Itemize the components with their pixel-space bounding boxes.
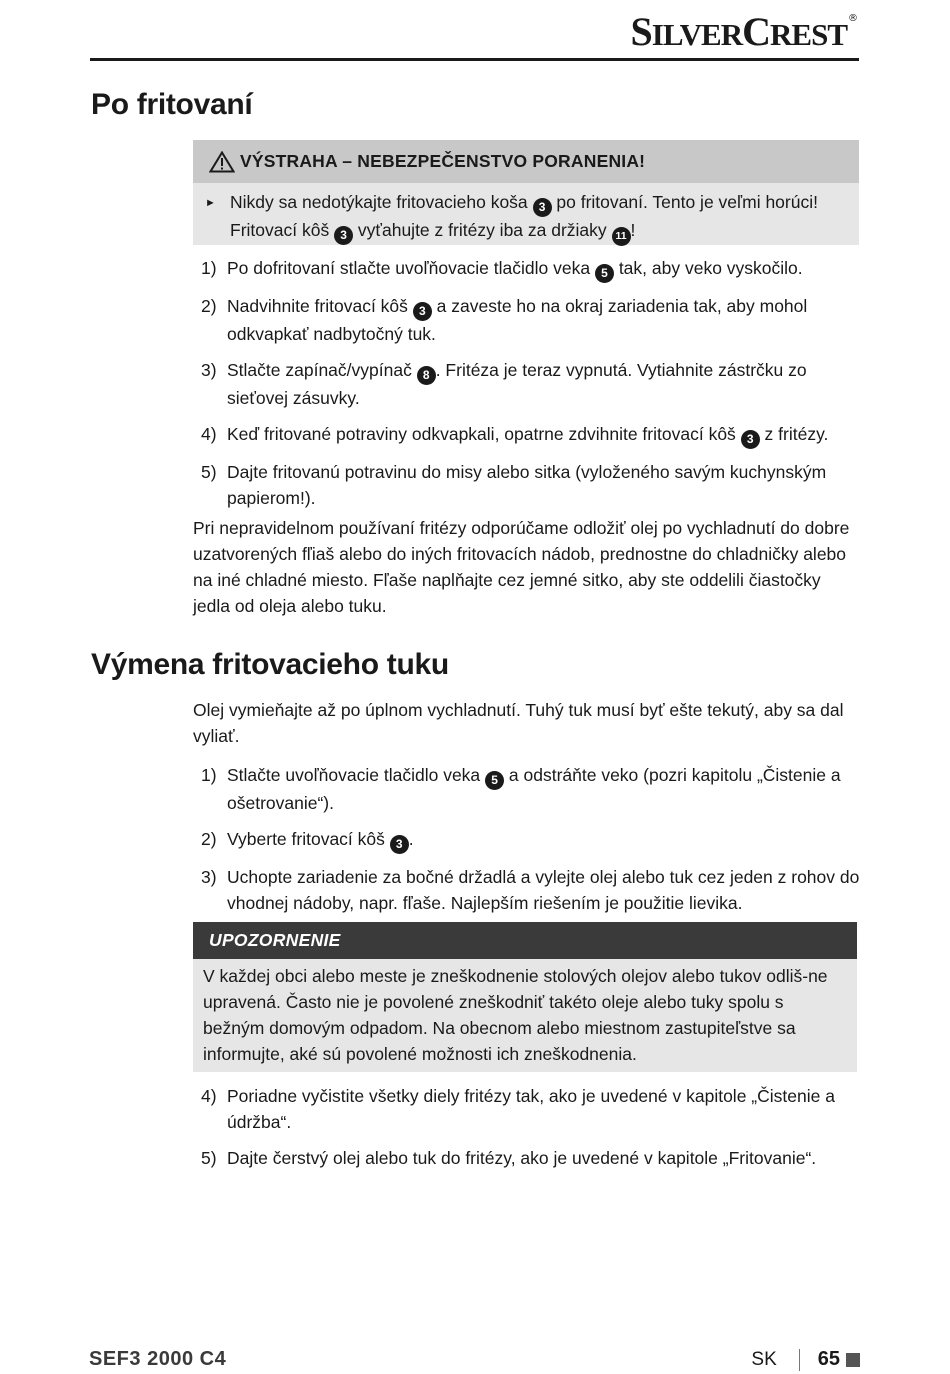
warning-box	[193, 140, 859, 245]
step-text-part: tak, aby veko vyskočilo.	[613, 258, 803, 278]
list-item	[193, 762, 861, 816]
step-text-part: Stlačte uvoľňovacie tlačidlo veka	[227, 765, 486, 785]
brand-letters: REST	[770, 17, 847, 52]
step-text-part: Nadvihnite fritovací kôš	[227, 296, 413, 316]
step-text-part: z fritézy.	[759, 424, 829, 444]
part-number-badge: 3	[390, 835, 409, 854]
step-number: 3)	[201, 867, 217, 887]
step-number: 5)	[201, 1148, 217, 1168]
step-text-part: Vyberte fritovací kôš	[227, 829, 390, 849]
steps-list-1	[193, 255, 861, 619]
step-text-part: . Fritéza je teraz vypnutá. Vytiahnite zástrčku zo sieťovej zásuvky.	[227, 360, 807, 408]
list-item	[193, 864, 861, 916]
list-item	[193, 1145, 861, 1171]
footer-language: SK	[751, 1348, 777, 1370]
list-item	[193, 421, 861, 449]
list-item	[193, 255, 861, 283]
warning-header	[193, 140, 859, 183]
step-text	[227, 255, 803, 283]
step-text: Dajte čerstvý olej alebo tuk do fritézy, ako je uvedené v kapitole „Fritovanie“.	[227, 1148, 817, 1168]
part-number-badge: 8	[417, 366, 436, 385]
step-text	[227, 762, 861, 816]
part-number-badge: 3	[334, 226, 353, 245]
step-number: 1)	[201, 765, 217, 785]
page-number: 65	[817, 1348, 840, 1370]
step-number: 4)	[201, 1086, 217, 1106]
warning-text-part: !	[630, 220, 636, 240]
footer-divider	[799, 1349, 800, 1371]
step-number: 1)	[201, 258, 217, 278]
step-text	[227, 293, 861, 347]
step-text	[227, 826, 414, 854]
part-number-badge: 3	[413, 302, 432, 321]
footer-model: SEF3 2000 C4	[89, 1348, 227, 1370]
part-number-badge: 3	[741, 430, 760, 449]
step-number: 5)	[201, 462, 217, 482]
step-text-part: Po dofritovaní stlačte uvoľňovacie tlačidlo veka	[227, 258, 595, 278]
step-text-part: Keď fritované potraviny odkvapkali, opatrne zdvihnite fritovací kôš	[227, 424, 741, 444]
list-item	[193, 459, 861, 511]
warning-triangle-icon	[209, 151, 235, 173]
step-number: 3)	[201, 360, 217, 380]
header-rule	[90, 58, 859, 61]
step-text	[227, 421, 828, 449]
section-title: Po fritovaní	[91, 88, 253, 121]
storage-paragraph: Pri nepravidelnom používaní fritézy odporúčame odložiť olej po vychladnutí do dobre uzatvorených fľiaš alebo do iných fritovacích nádob, prednostne do chladničky alebo na iné chladné miesto. Fľaše naplňajte cez jemné sitko, aby ste oddelili čiastočky jedla od oleja alebo tuku.	[193, 518, 850, 616]
step-text-part: a zaveste ho na okraj zariadenia tak, aby mohol odkvapkať nadbytočný tuk.	[227, 296, 808, 344]
note-heading: UPOZORNENIE	[193, 922, 857, 959]
part-number-badge: 11	[612, 227, 631, 246]
step-number: 2)	[201, 296, 217, 316]
brand-letters: ILVER	[651, 17, 743, 52]
registered-mark: ®	[848, 13, 858, 24]
step-text-part: Stlačte zapínač/vypínač	[227, 360, 417, 380]
step-text: Uchopte zariadenie za bočné držadlá a vylejte olej alebo tuk cez jeden z rohov do vhodnej nádoby, napr. fľaše. Najlepším riešením je použitie lievika.	[227, 867, 860, 913]
section2-body	[193, 697, 861, 926]
step-text: Dajte fritovanú potravinu do misy alebo sitka (vyloženého savým kuchynským papierom!).	[227, 462, 827, 508]
step-text: Poriadne vyčistite všetky diely fritézy tak, ako je uvedené v kapitole „Čistenie a údržba“.	[227, 1086, 835, 1132]
note-text: V každej obci alebo meste je zneškodnenie stolových olejov alebo tukov odliš-ne upravená. Často nie je povolené zneškodniť takéto oleje alebo tuky spolu s bežným domovým odpadom. Na obecnom alebo miestnom zastupiteľstve sa informujte, aké sú povolené možnosti ich zneškodnenia.	[203, 966, 828, 1064]
square-marker-icon	[846, 1353, 860, 1367]
list-item	[193, 293, 861, 347]
step-text-part: a odstráňte veko (pozri kapitolu „Čistenie a ošetrovanie“).	[227, 765, 841, 813]
step-text-part: .	[408, 829, 414, 849]
warning-text-part: po fritovaní. Tento je veľmi horúci! Fritovací kôš	[230, 192, 818, 240]
warning-text-part: Nikdy sa nedotýkajte fritovacieho koša	[230, 192, 533, 212]
intro-paragraph: Olej vymieňajte až po úplnom vychladnutí. Tuhý tuk musí byť ešte tekutý, aby sa dal vyliať.	[193, 700, 844, 746]
step-text	[227, 357, 861, 411]
note-box	[193, 922, 857, 1072]
brand-letter: C	[742, 9, 771, 54]
part-number-badge: 3	[533, 198, 552, 217]
list-item	[193, 826, 861, 854]
warning-text	[193, 183, 859, 246]
brand-logo	[630, 8, 858, 54]
list-item	[193, 357, 861, 411]
warning-text-part: vyťahujte z fritézy iba za držiaky	[353, 220, 612, 240]
step-number: 4)	[201, 424, 217, 444]
section-title: Výmena fritovacieho tuku	[91, 648, 449, 681]
bullet-arrow-icon: ►	[205, 197, 216, 209]
step-number: 2)	[201, 829, 217, 849]
warning-heading: VÝSTRAHA – NEBEZPEČENSTVO PORANENIA!	[240, 151, 646, 171]
footer-page-info	[751, 1348, 860, 1371]
part-number-badge: 5	[595, 264, 614, 283]
brand-letter: S	[630, 9, 652, 54]
list-item	[193, 1083, 861, 1135]
part-number-badge: 5	[485, 771, 504, 790]
steps-list-2	[193, 1083, 861, 1181]
